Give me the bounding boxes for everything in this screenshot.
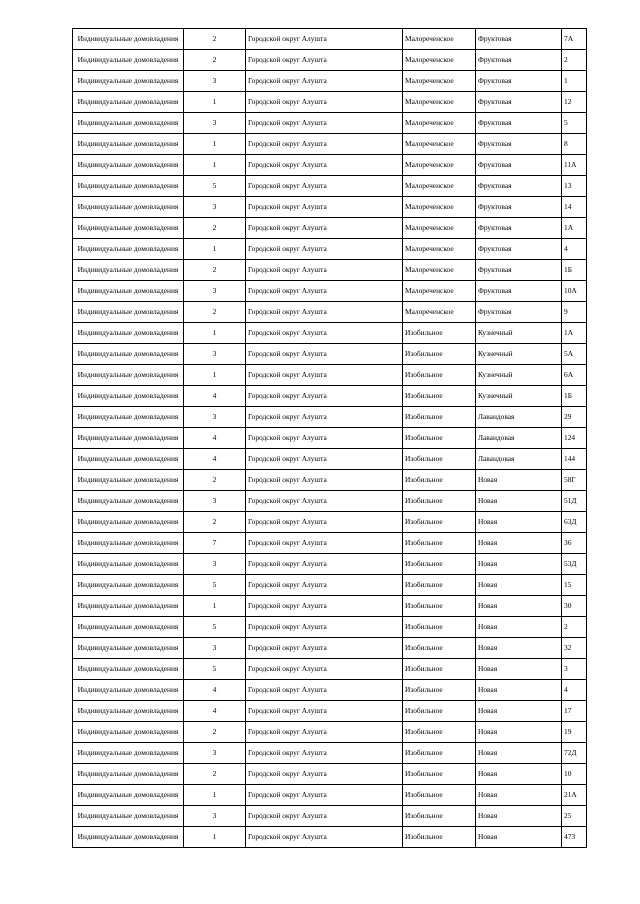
street-cell: Фруктовая	[476, 260, 562, 281]
settlement-cell: Изобильное	[403, 701, 476, 722]
settlement-cell: Малореченское	[403, 302, 476, 323]
table-row	[73, 239, 587, 260]
count-cell: 2	[184, 470, 246, 491]
count-cell: 3	[184, 554, 246, 575]
table-row	[73, 71, 587, 92]
district-cell: Городской округ Алушта	[246, 701, 403, 722]
district-cell: Городской округ Алушта	[246, 281, 403, 302]
housing-type-cell: Индивидуальные домовладения	[73, 680, 184, 701]
street-cell: Фруктовая	[476, 155, 562, 176]
address-table-body	[73, 29, 587, 848]
house-number-cell: 4	[562, 680, 587, 701]
district-cell: Городской округ Алушта	[246, 638, 403, 659]
table-row	[73, 554, 587, 575]
settlement-cell: Изобильное	[403, 428, 476, 449]
table-row	[73, 659, 587, 680]
district-cell: Городской округ Алушта	[246, 134, 403, 155]
house-number-cell: 17	[562, 701, 587, 722]
count-cell: 3	[184, 407, 246, 428]
house-number-cell: 2	[562, 50, 587, 71]
count-cell: 2	[184, 512, 246, 533]
address-table	[72, 28, 587, 848]
street-cell: Новая	[476, 680, 562, 701]
table-row	[73, 533, 587, 554]
district-cell: Городской округ Алушта	[246, 176, 403, 197]
housing-type-cell: Индивидуальные домовладения	[73, 260, 184, 281]
count-cell: 2	[184, 260, 246, 281]
table-row	[73, 260, 587, 281]
settlement-cell: Малореченское	[403, 113, 476, 134]
count-cell: 3	[184, 743, 246, 764]
settlement-cell: Изобильное	[403, 785, 476, 806]
housing-type-cell: Индивидуальные домовладения	[73, 617, 184, 638]
street-cell: Фруктовая	[476, 113, 562, 134]
house-number-cell: 63Д	[562, 512, 587, 533]
street-cell: Новая	[476, 638, 562, 659]
street-cell: Новая	[476, 659, 562, 680]
house-number-cell: 4	[562, 239, 587, 260]
house-number-cell: 32	[562, 638, 587, 659]
district-cell: Городской округ Алушта	[246, 659, 403, 680]
district-cell: Городской округ Алушта	[246, 470, 403, 491]
house-number-cell: 12	[562, 92, 587, 113]
housing-type-cell: Индивидуальные домовладения	[73, 512, 184, 533]
street-cell: Новая	[476, 785, 562, 806]
house-number-cell: 25	[562, 806, 587, 827]
district-cell: Городской округ Алушта	[246, 218, 403, 239]
house-number-cell: 1А	[562, 218, 587, 239]
housing-type-cell: Индивидуальные домовладения	[73, 827, 184, 848]
housing-type-cell: Индивидуальные домовладения	[73, 722, 184, 743]
count-cell: 3	[184, 344, 246, 365]
street-cell: Фруктовая	[476, 176, 562, 197]
settlement-cell: Изобильное	[403, 764, 476, 785]
table-row	[73, 470, 587, 491]
house-number-cell: 58Г	[562, 470, 587, 491]
housing-type-cell: Индивидуальные домовладения	[73, 281, 184, 302]
street-cell: Лавандовая	[476, 407, 562, 428]
settlement-cell: Изобильное	[403, 680, 476, 701]
district-cell: Городской округ Алушта	[246, 827, 403, 848]
housing-type-cell: Индивидуальные домовладения	[73, 323, 184, 344]
settlement-cell: Малореченское	[403, 197, 476, 218]
house-number-cell: 51Д	[562, 491, 587, 512]
housing-type-cell: Индивидуальные домовладения	[73, 701, 184, 722]
table-row	[73, 638, 587, 659]
street-cell: Кузнечный	[476, 386, 562, 407]
house-number-cell: 30	[562, 596, 587, 617]
house-number-cell: 14	[562, 197, 587, 218]
street-cell: Кузнечный	[476, 323, 562, 344]
housing-type-cell: Индивидуальные домовладения	[73, 449, 184, 470]
district-cell: Городской округ Алушта	[246, 71, 403, 92]
settlement-cell: Изобильное	[403, 365, 476, 386]
house-number-cell: 9	[562, 302, 587, 323]
count-cell: 5	[184, 617, 246, 638]
district-cell: Городской округ Алушта	[246, 365, 403, 386]
table-row	[73, 134, 587, 155]
housing-type-cell: Индивидуальные домовладения	[73, 134, 184, 155]
count-cell: 3	[184, 197, 246, 218]
house-number-cell: 5А	[562, 344, 587, 365]
housing-type-cell: Индивидуальные домовладения	[73, 344, 184, 365]
house-number-cell: 6А	[562, 365, 587, 386]
count-cell: 1	[184, 239, 246, 260]
count-cell: 2	[184, 764, 246, 785]
count-cell: 4	[184, 386, 246, 407]
housing-type-cell: Индивидуальные домовладения	[73, 386, 184, 407]
count-cell: 1	[184, 827, 246, 848]
house-number-cell: 5	[562, 113, 587, 134]
house-number-cell: 10А	[562, 281, 587, 302]
count-cell: 3	[184, 113, 246, 134]
table-row	[73, 806, 587, 827]
district-cell: Городской округ Алушта	[246, 29, 403, 50]
table-row	[73, 491, 587, 512]
count-cell: 5	[184, 176, 246, 197]
housing-type-cell: Индивидуальные домовладения	[73, 176, 184, 197]
table-row	[73, 743, 587, 764]
street-cell: Новая	[476, 701, 562, 722]
count-cell: 3	[184, 71, 246, 92]
housing-type-cell: Индивидуальные домовладения	[73, 29, 184, 50]
street-cell: Фруктовая	[476, 281, 562, 302]
settlement-cell: Малореченское	[403, 260, 476, 281]
table-row	[73, 386, 587, 407]
count-cell: 3	[184, 491, 246, 512]
table-row	[73, 617, 587, 638]
table-row	[73, 680, 587, 701]
table-row	[73, 302, 587, 323]
street-cell: Новая	[476, 491, 562, 512]
table-row	[73, 428, 587, 449]
district-cell: Городской округ Алушта	[246, 323, 403, 344]
table-row	[73, 701, 587, 722]
count-cell: 2	[184, 722, 246, 743]
house-number-cell: 1Б	[562, 260, 587, 281]
district-cell: Городской округ Алушта	[246, 197, 403, 218]
street-cell: Новая	[476, 554, 562, 575]
table-row	[73, 323, 587, 344]
street-cell: Кузнечный	[476, 344, 562, 365]
table-row	[73, 596, 587, 617]
district-cell: Городской округ Алушта	[246, 491, 403, 512]
count-cell: 1	[184, 323, 246, 344]
settlement-cell: Изобильное	[403, 617, 476, 638]
table-row	[73, 281, 587, 302]
house-number-cell: 11А	[562, 155, 587, 176]
housing-type-cell: Индивидуальные домовладения	[73, 743, 184, 764]
housing-type-cell: Индивидуальные домовладения	[73, 302, 184, 323]
district-cell: Городской округ Алушта	[246, 743, 403, 764]
street-cell: Фруктовая	[476, 134, 562, 155]
table-row	[73, 575, 587, 596]
street-cell: Новая	[476, 596, 562, 617]
count-cell: 4	[184, 428, 246, 449]
table-row	[73, 512, 587, 533]
settlement-cell: Изобильное	[403, 344, 476, 365]
count-cell: 3	[184, 638, 246, 659]
count-cell: 1	[184, 365, 246, 386]
street-cell: Фруктовая	[476, 71, 562, 92]
district-cell: Городской округ Алушта	[246, 260, 403, 281]
district-cell: Городской округ Алушта	[246, 785, 403, 806]
street-cell: Лавандовая	[476, 428, 562, 449]
count-cell: 2	[184, 302, 246, 323]
settlement-cell: Изобильное	[403, 806, 476, 827]
house-number-cell: 21А	[562, 785, 587, 806]
housing-type-cell: Индивидуальные домовладения	[73, 596, 184, 617]
district-cell: Городской округ Алушта	[246, 239, 403, 260]
street-cell: Кузнечный	[476, 365, 562, 386]
table-row	[73, 218, 587, 239]
street-cell: Новая	[476, 827, 562, 848]
settlement-cell: Изобильное	[403, 449, 476, 470]
house-number-cell: 29	[562, 407, 587, 428]
table-row	[73, 176, 587, 197]
street-cell: Новая	[476, 722, 562, 743]
housing-type-cell: Индивидуальные домовладения	[73, 197, 184, 218]
housing-type-cell: Индивидуальные домовладения	[73, 764, 184, 785]
housing-type-cell: Индивидуальные домовладения	[73, 533, 184, 554]
table-row	[73, 50, 587, 71]
street-cell: Лавандовая	[476, 449, 562, 470]
district-cell: Городской округ Алушта	[246, 596, 403, 617]
settlement-cell: Малореченское	[403, 155, 476, 176]
house-number-cell: 1Б	[562, 386, 587, 407]
street-cell: Новая	[476, 575, 562, 596]
settlement-cell: Изобильное	[403, 575, 476, 596]
street-cell: Новая	[476, 512, 562, 533]
count-cell: 1	[184, 785, 246, 806]
count-cell: 2	[184, 218, 246, 239]
district-cell: Городской округ Алушта	[246, 722, 403, 743]
table-row	[73, 29, 587, 50]
housing-type-cell: Индивидуальные домовладения	[73, 113, 184, 134]
house-number-cell: 7А	[562, 29, 587, 50]
housing-type-cell: Индивидуальные домовладения	[73, 50, 184, 71]
settlement-cell: Изобильное	[403, 743, 476, 764]
street-cell: Новая	[476, 806, 562, 827]
count-cell: 5	[184, 659, 246, 680]
table-row	[73, 155, 587, 176]
district-cell: Городской округ Алушта	[246, 617, 403, 638]
street-cell: Фруктовая	[476, 197, 562, 218]
district-cell: Городской округ Алушта	[246, 764, 403, 785]
settlement-cell: Малореченское	[403, 281, 476, 302]
district-cell: Городской округ Алушта	[246, 344, 403, 365]
district-cell: Городской округ Алушта	[246, 680, 403, 701]
count-cell: 1	[184, 155, 246, 176]
house-number-cell: 19	[562, 722, 587, 743]
house-number-cell: 72Д	[562, 743, 587, 764]
housing-type-cell: Индивидуальные домовладения	[73, 92, 184, 113]
district-cell: Городской округ Алушта	[246, 92, 403, 113]
house-number-cell: 124	[562, 428, 587, 449]
settlement-cell: Изобильное	[403, 659, 476, 680]
settlement-cell: Малореченское	[403, 71, 476, 92]
count-cell: 2	[184, 50, 246, 71]
house-number-cell: 1А	[562, 323, 587, 344]
house-number-cell: 10	[562, 764, 587, 785]
count-cell: 1	[184, 596, 246, 617]
street-cell: Фруктовая	[476, 239, 562, 260]
table-row	[73, 764, 587, 785]
housing-type-cell: Индивидуальные домовладения	[73, 554, 184, 575]
count-cell: 3	[184, 806, 246, 827]
count-cell: 1	[184, 92, 246, 113]
district-cell: Городской округ Алушта	[246, 407, 403, 428]
count-cell: 5	[184, 575, 246, 596]
housing-type-cell: Индивидуальные домовладения	[73, 491, 184, 512]
settlement-cell: Малореченское	[403, 218, 476, 239]
count-cell: 4	[184, 680, 246, 701]
street-cell: Новая	[476, 617, 562, 638]
settlement-cell: Малореченское	[403, 134, 476, 155]
settlement-cell: Изобильное	[403, 512, 476, 533]
count-cell: 4	[184, 449, 246, 470]
settlement-cell: Малореченское	[403, 92, 476, 113]
housing-type-cell: Индивидуальные домовладения	[73, 638, 184, 659]
district-cell: Городской округ Алушта	[246, 575, 403, 596]
settlement-cell: Изобильное	[403, 407, 476, 428]
settlement-cell: Изобильное	[403, 533, 476, 554]
district-cell: Городской округ Алушта	[246, 449, 403, 470]
table-row	[73, 722, 587, 743]
housing-type-cell: Индивидуальные домовладения	[73, 806, 184, 827]
settlement-cell: Изобильное	[403, 491, 476, 512]
settlement-cell: Изобильное	[403, 470, 476, 491]
housing-type-cell: Индивидуальные домовладения	[73, 407, 184, 428]
housing-type-cell: Индивидуальные домовладения	[73, 785, 184, 806]
settlement-cell: Малореченское	[403, 239, 476, 260]
settlement-cell: Малореченское	[403, 176, 476, 197]
settlement-cell: Изобильное	[403, 386, 476, 407]
housing-type-cell: Индивидуальные домовладения	[73, 155, 184, 176]
street-cell: Новая	[476, 764, 562, 785]
housing-type-cell: Индивидуальные домовладения	[73, 218, 184, 239]
street-cell: Фруктовая	[476, 302, 562, 323]
settlement-cell: Малореченское	[403, 50, 476, 71]
settlement-cell: Изобильное	[403, 323, 476, 344]
district-cell: Городской округ Алушта	[246, 533, 403, 554]
street-cell: Новая	[476, 533, 562, 554]
table-row	[73, 365, 587, 386]
street-cell: Фруктовая	[476, 92, 562, 113]
street-cell: Фруктовая	[476, 29, 562, 50]
settlement-cell: Изобильное	[403, 638, 476, 659]
settlement-cell: Изобильное	[403, 596, 476, 617]
house-number-cell: 8	[562, 134, 587, 155]
count-cell: 4	[184, 701, 246, 722]
district-cell: Городской округ Алушта	[246, 554, 403, 575]
table-row	[73, 344, 587, 365]
settlement-cell: Малореченское	[403, 29, 476, 50]
settlement-cell: Изобильное	[403, 554, 476, 575]
street-cell: Фруктовая	[476, 50, 562, 71]
house-number-cell: 15	[562, 575, 587, 596]
table-row	[73, 785, 587, 806]
street-cell: Фруктовая	[476, 218, 562, 239]
count-cell: 7	[184, 533, 246, 554]
housing-type-cell: Индивидуальные домовладения	[73, 239, 184, 260]
table-row	[73, 407, 587, 428]
housing-type-cell: Индивидуальные домовладения	[73, 575, 184, 596]
house-number-cell: 3	[562, 659, 587, 680]
housing-type-cell: Индивидуальные домовладения	[73, 71, 184, 92]
housing-type-cell: Индивидуальные домовладения	[73, 365, 184, 386]
house-number-cell: 53Д	[562, 554, 587, 575]
district-cell: Городской округ Алушта	[246, 302, 403, 323]
street-cell: Новая	[476, 743, 562, 764]
district-cell: Городской округ Алушта	[246, 428, 403, 449]
house-number-cell: 473	[562, 827, 587, 848]
count-cell: 1	[184, 134, 246, 155]
table-row	[73, 449, 587, 470]
housing-type-cell: Индивидуальные домовладения	[73, 659, 184, 680]
district-cell: Городской округ Алушта	[246, 512, 403, 533]
district-cell: Городской округ Алушта	[246, 155, 403, 176]
street-cell: Новая	[476, 470, 562, 491]
house-number-cell: 1	[562, 71, 587, 92]
district-cell: Городской округ Алушта	[246, 50, 403, 71]
district-cell: Городской округ Алушта	[246, 386, 403, 407]
house-number-cell: 2	[562, 617, 587, 638]
housing-type-cell: Индивидуальные домовладения	[73, 470, 184, 491]
house-number-cell: 36	[562, 533, 587, 554]
table-row	[73, 827, 587, 848]
settlement-cell: Изобильное	[403, 827, 476, 848]
house-number-cell: 13	[562, 176, 587, 197]
district-cell: Городской округ Алушта	[246, 113, 403, 134]
settlement-cell: Изобильное	[403, 722, 476, 743]
table-row	[73, 113, 587, 134]
district-cell: Городской округ Алушта	[246, 806, 403, 827]
count-cell: 2	[184, 29, 246, 50]
table-row	[73, 197, 587, 218]
table-row	[73, 92, 587, 113]
house-number-cell: 144	[562, 449, 587, 470]
housing-type-cell: Индивидуальные домовладения	[73, 428, 184, 449]
count-cell: 3	[184, 281, 246, 302]
